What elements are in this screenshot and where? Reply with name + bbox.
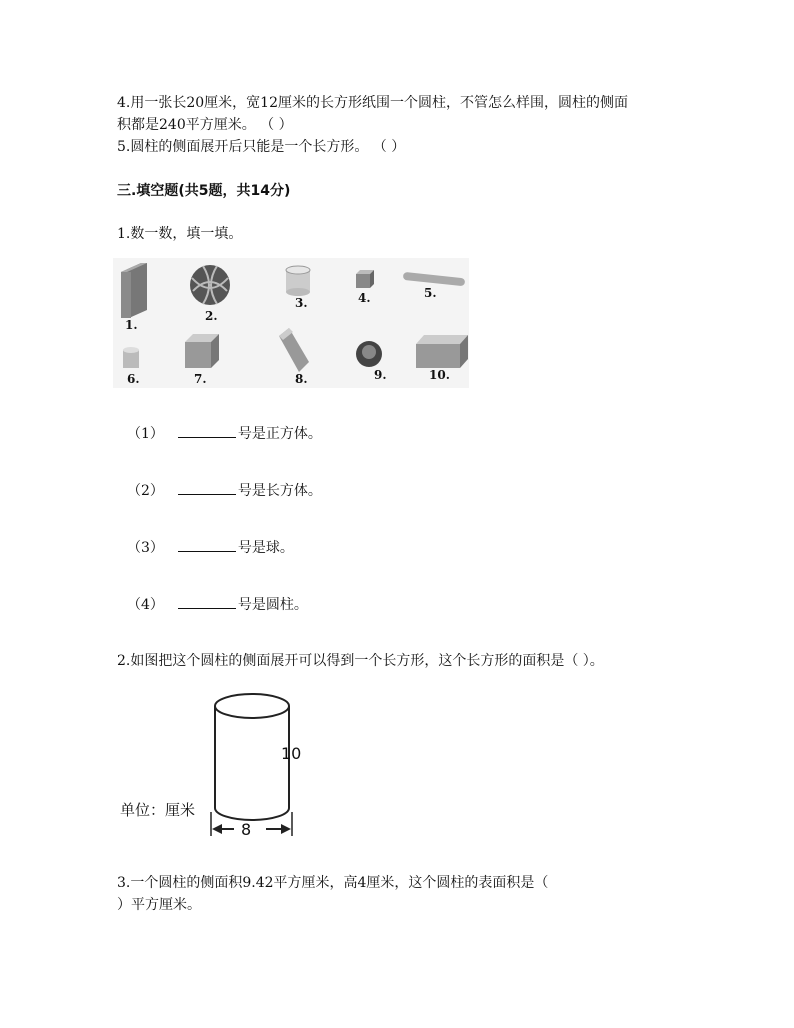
fill-3-line1: 3.一个圆柱的侧面积9.42平方厘米，高4厘米，这个圆柱的表面积是（: [117, 875, 549, 891]
shape-label-6: 6.: [127, 372, 140, 386]
shape-label-3: 3.: [295, 296, 308, 310]
item-text: 号是圆柱。: [237, 597, 308, 613]
cylinder-figure: [118, 690, 318, 840]
fill-2-question: 2.如图把这个圆柱的侧面展开可以得到一个长方形，这个长方形的面积是（ ）。: [117, 653, 604, 669]
item-text: 号是球。: [237, 540, 294, 556]
question-5: 5.圆柱的侧面展开后只能是一个长方形。 （ ）: [117, 139, 406, 155]
answer-blank[interactable]: [178, 594, 236, 609]
unit-label: 单位：厘米: [120, 801, 196, 819]
fill-1-item-4: [127, 594, 308, 614]
fill-1-intro: 1.数一数，填一填。: [117, 226, 243, 242]
answer-blank[interactable]: [178, 480, 236, 495]
item-number: （4）: [127, 597, 164, 613]
section-3-heading: 三.填空题(共5题，共14分): [117, 183, 291, 199]
question-4-line2: 积都是240平方厘米。 （ ）: [117, 117, 293, 133]
shape-label-9: 9.: [374, 368, 387, 382]
shape-label-5: 5.: [424, 286, 437, 300]
width-label: 8: [241, 820, 252, 839]
shape-label-8: 8.: [295, 372, 308, 386]
fill-1-item-2: [127, 480, 322, 500]
item-number: （3）: [127, 540, 164, 556]
shapes-figure: [113, 258, 469, 388]
item-number: （1）: [127, 426, 164, 442]
shape-label-10: 10.: [429, 368, 450, 382]
item-text: 号是正方体。: [237, 426, 322, 442]
fill-3-line2: ）平方厘米。: [117, 897, 201, 913]
answer-blank[interactable]: [178, 423, 236, 438]
fill-1-item-1: [127, 423, 322, 443]
answer-blank[interactable]: [178, 537, 236, 552]
question-4-line1: 4.用一张长20厘米，宽12厘米的长方形纸围一个圆柱，不管怎么样围，圆柱的侧面: [117, 95, 628, 111]
height-label: 10: [281, 744, 302, 763]
shape-label-4: 4.: [358, 291, 371, 305]
item-text: 号是长方体。: [237, 483, 322, 499]
fill-1-item-3: [127, 537, 294, 557]
shape-label-1: 1.: [125, 318, 138, 332]
shape-label-2: 2.: [205, 309, 218, 323]
shape-label-7: 7.: [194, 372, 207, 386]
shapes-illustration: [113, 258, 469, 388]
item-number: （2）: [127, 483, 164, 499]
